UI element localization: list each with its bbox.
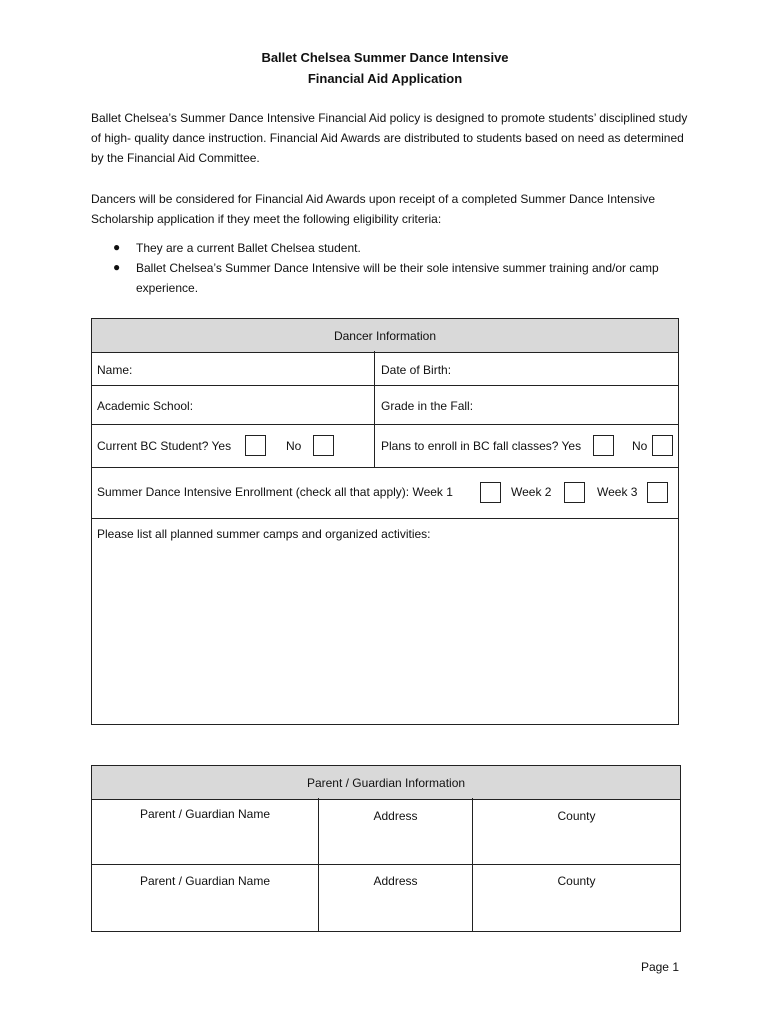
guardian-name-label: Parent / Guardian Name — [139, 874, 271, 888]
page-number: Page 1 — [640, 960, 679, 974]
row-divider — [91, 424, 679, 425]
fall-classes-no-checkbox[interactable] — [652, 435, 673, 456]
current-student-no-checkbox[interactable] — [313, 435, 334, 456]
dancer-information-header: Dancer Information — [92, 319, 678, 353]
week-1-checkbox[interactable] — [480, 482, 501, 503]
policy-paragraph: Ballet Chelsea’s Summer Dance Intensive Financial Aid policy is designed to promote students’ disciplined study of high- quality dance instruction. Financial Aid Awards are distributed to students based on need as determined by the Financial Aid Committee. — [91, 111, 688, 165]
bullet-dot-icon: ● — [113, 240, 121, 254]
eligibility-criterion: Ballet Chelsea’s Summer Dance Intensive will be their sole intensive summer training and/or camp experience. — [136, 261, 659, 295]
bullet-dot-icon: ● — [113, 260, 121, 274]
current-student-yes-checkbox[interactable] — [245, 435, 266, 456]
fall-classes-label: Plans to enroll in BC fall classes? Yes — [381, 439, 582, 453]
dob-field-label: Date of Birth: — [381, 363, 452, 377]
guardian-county-label: County — [557, 874, 596, 888]
eligibility-criterion: They are a current Ballet Chelsea student. — [136, 241, 361, 255]
row-divider — [91, 385, 679, 386]
guardian-information-header: Parent / Guardian Information — [92, 766, 680, 800]
enrollment-label: Summer Dance Intensive Enrollment (check all that apply): Week 1 — [97, 485, 453, 499]
week-3-label: Week 3 — [597, 485, 638, 499]
fall-classes-no-label: No — [632, 439, 648, 453]
academic-school-field-label: Academic School: — [97, 399, 194, 413]
week-2-checkbox[interactable] — [564, 482, 585, 503]
guardian-information-table — [91, 765, 681, 932]
summer-camps-label: Please list all planned summer camps and organized activities: — [97, 527, 431, 541]
row-divider — [91, 467, 679, 468]
form-subtitle: Financial Aid Application — [307, 71, 463, 86]
week-2-label: Week 2 — [511, 485, 552, 499]
dancer-information-table — [91, 318, 679, 725]
name-field-label: Name: — [97, 363, 133, 377]
current-student-label: Current BC Student? Yes — [97, 439, 232, 453]
week-3-checkbox[interactable] — [647, 482, 668, 503]
current-student-no-label: No — [286, 439, 302, 453]
column-divider — [374, 351, 375, 467]
form-title: Ballet Chelsea Summer Dance Intensive — [261, 50, 509, 65]
row-divider — [91, 518, 679, 519]
guardian-address-label: Address — [373, 874, 418, 888]
guardian-address-label: Address — [373, 809, 418, 823]
row-divider — [91, 864, 681, 865]
eligibility-paragraph: Dancers will be considered for Financial Aid Awards upon receipt of a completed Summer Dance Intensive Scholarship application if they meet the following eligibility criteria: — [91, 192, 656, 226]
guardian-county-label: County — [557, 809, 596, 823]
fall-classes-yes-checkbox[interactable] — [593, 435, 614, 456]
guardian-name-label: Parent / Guardian Name — [139, 807, 271, 821]
grade-field-label: Grade in the Fall: — [381, 399, 474, 413]
